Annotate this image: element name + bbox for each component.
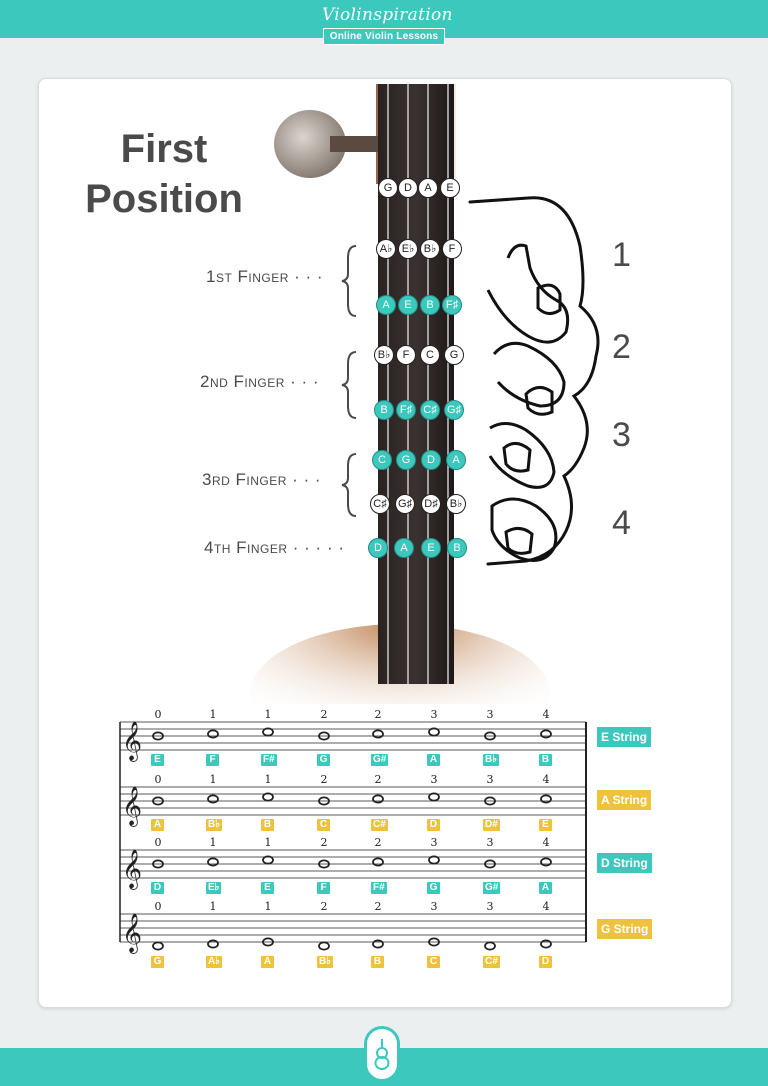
- finger-number: 3: [486, 836, 494, 849]
- finger-note: C♯: [420, 400, 440, 420]
- finger-note: F♯: [396, 400, 416, 420]
- note-name-tag: C: [317, 819, 330, 831]
- finger-note: E: [421, 538, 441, 558]
- whole-note: [373, 858, 383, 865]
- whole-note: [541, 730, 551, 737]
- hand-number-4: 4: [612, 504, 631, 542]
- note-name-tag: A: [151, 819, 164, 831]
- treble-clef-icon: 𝄞: [122, 913, 143, 953]
- finger-number: 1: [209, 773, 217, 786]
- fourth-finger-label: 4th Finger · · · · ·: [204, 538, 345, 557]
- finger-note: F: [442, 239, 462, 259]
- note-name-tag: D: [539, 956, 552, 968]
- finger-note: E: [398, 295, 418, 315]
- note-name-tag: E♭: [208, 882, 220, 893]
- finger-number: 1: [209, 900, 217, 913]
- whole-note: [263, 793, 273, 800]
- finger-number: 3: [486, 708, 494, 721]
- note-name-tag: D: [151, 882, 164, 894]
- e-string-label: E String: [597, 727, 651, 747]
- finger-number: 1: [264, 708, 272, 721]
- finger-number: 4: [542, 836, 550, 849]
- hand-number-3: 3: [612, 416, 631, 454]
- whole-note: [208, 858, 218, 865]
- finger-number: 2: [374, 773, 382, 786]
- finger-note: B: [447, 538, 467, 558]
- finger-note: A: [394, 538, 414, 558]
- finger-number: 2: [320, 900, 328, 913]
- finger-number: 1: [264, 836, 272, 849]
- finger-note: A♭: [376, 239, 396, 259]
- finger-note: A: [446, 450, 466, 470]
- finger-number: 1: [209, 708, 217, 721]
- whole-note: [485, 942, 495, 949]
- whole-note: [429, 728, 439, 735]
- finger-note: E♭: [398, 239, 418, 259]
- finger-note: B♭: [446, 494, 466, 514]
- finger-note: B♭: [374, 345, 394, 365]
- finger-note: F: [396, 345, 416, 365]
- note-name-tag: B: [539, 754, 552, 766]
- logo-subtitle: Online Violin Lessons: [323, 28, 445, 45]
- finger-number: 1: [209, 836, 217, 849]
- open-string-note: G: [378, 178, 398, 198]
- finger-number: 2: [374, 900, 382, 913]
- hand-number-2: 2: [612, 328, 631, 366]
- note-name-tag: B♭: [208, 819, 220, 830]
- finger-number: 0: [154, 773, 162, 786]
- finger-note: F♯: [442, 295, 462, 315]
- finger-number: 0: [154, 900, 162, 913]
- whole-note: [263, 856, 273, 863]
- whole-note: [373, 730, 383, 737]
- note-name-tag: G#: [485, 882, 499, 893]
- finger-number: 2: [320, 836, 328, 849]
- finger-number: 0: [154, 708, 162, 721]
- logo-title: Violinspiration: [322, 5, 453, 25]
- finger-number: 2: [374, 708, 382, 721]
- note-name-tag: G#: [373, 754, 387, 765]
- note-name-tag: A: [261, 956, 274, 968]
- finger-number: 2: [320, 773, 328, 786]
- page-title-line1: First: [120, 127, 208, 171]
- finger-note: C♯: [370, 494, 390, 514]
- finger-number: 3: [430, 773, 438, 786]
- g-string-label: G String: [597, 919, 652, 939]
- finger-note: C: [420, 345, 440, 365]
- finger-number: 3: [486, 773, 494, 786]
- note-name-tag: E: [151, 754, 164, 766]
- finger-note: G♯: [444, 400, 464, 420]
- note-name-tag: G: [151, 956, 164, 968]
- whole-note: [429, 856, 439, 863]
- treble-clef-icon: 𝄞: [122, 721, 143, 761]
- finger-number: 1: [264, 773, 272, 786]
- note-name-tag: B: [261, 819, 274, 831]
- note-name-tag: D#: [485, 819, 498, 830]
- note-name-tag: G: [427, 882, 440, 894]
- finger-number: 4: [542, 773, 550, 786]
- whole-note: [373, 940, 383, 947]
- d-string-label: D String: [597, 853, 652, 873]
- page-title-line2: Position: [85, 177, 243, 221]
- note-name-tag: A: [539, 882, 552, 894]
- finger-note: C: [372, 450, 392, 470]
- second-finger-label: 2nd Finger · · ·: [200, 372, 320, 391]
- open-string-note: E: [440, 178, 460, 198]
- first-finger-label: 1st Finger · · ·: [206, 267, 324, 286]
- finger-number: 3: [430, 900, 438, 913]
- third-finger-label: 3rd Finger · · ·: [202, 470, 322, 489]
- finger-note: B: [420, 295, 440, 315]
- note-name-tag: C#: [485, 956, 498, 967]
- hand-number-1: 1: [612, 236, 631, 274]
- finger-note: G: [444, 345, 464, 365]
- note-name-tag: B♭: [319, 956, 331, 967]
- whole-note: [208, 730, 218, 737]
- finger-note: G: [396, 450, 416, 470]
- note-name-tag: A: [427, 754, 440, 766]
- treble-clef-icon: 𝄞: [122, 849, 143, 889]
- note-name-tag: E: [539, 819, 552, 831]
- note-name-tag: G: [317, 754, 330, 766]
- finger-note: D: [368, 538, 388, 558]
- whole-note: [541, 858, 551, 865]
- finger-note: D: [421, 450, 441, 470]
- finger-note: D♯: [421, 494, 441, 514]
- whole-note: [153, 942, 163, 949]
- note-name-tag: D: [427, 819, 440, 831]
- note-name-tag: F#: [373, 882, 385, 893]
- open-string-note: D: [398, 178, 418, 198]
- a-string-label: A String: [597, 790, 651, 810]
- note-name-tag: F: [317, 882, 330, 894]
- whole-note: [541, 940, 551, 947]
- note-name-tag: C: [427, 956, 440, 968]
- finger-number: 4: [542, 900, 550, 913]
- open-string-note: A: [418, 178, 438, 198]
- finger-note: B: [374, 400, 394, 420]
- finger-number: 0: [154, 836, 162, 849]
- finger-number: 2: [374, 836, 382, 849]
- note-name-tag: A♭: [208, 956, 220, 967]
- note-name-tag: F: [206, 754, 219, 766]
- whole-note: [208, 940, 218, 947]
- whole-note: [429, 793, 439, 800]
- finger-note: A: [376, 295, 396, 315]
- violin-logo-icon[interactable]: [364, 1026, 400, 1082]
- whole-note: [373, 795, 383, 802]
- whole-note: [208, 795, 218, 802]
- whole-note: [541, 795, 551, 802]
- whole-note: [319, 942, 329, 949]
- note-name-tag: B♭: [485, 754, 497, 765]
- finger-number: 4: [542, 708, 550, 721]
- note-name-tag: B: [371, 956, 384, 968]
- finger-number: 1: [264, 900, 272, 913]
- violin-icon: [374, 1037, 390, 1071]
- whole-note: [263, 728, 273, 735]
- note-name-tag: E: [261, 882, 274, 894]
- finger-number: 3: [430, 836, 438, 849]
- finger-note: B♭: [420, 239, 440, 259]
- finger-number: 2: [320, 708, 328, 721]
- finger-number: 3: [430, 708, 438, 721]
- finger-note: G♯: [395, 494, 415, 514]
- finger-number: 3: [486, 900, 494, 913]
- treble-clef-icon: 𝄞: [122, 786, 143, 826]
- note-name-tag: C#: [373, 819, 386, 830]
- note-name-tag: F#: [263, 754, 275, 765]
